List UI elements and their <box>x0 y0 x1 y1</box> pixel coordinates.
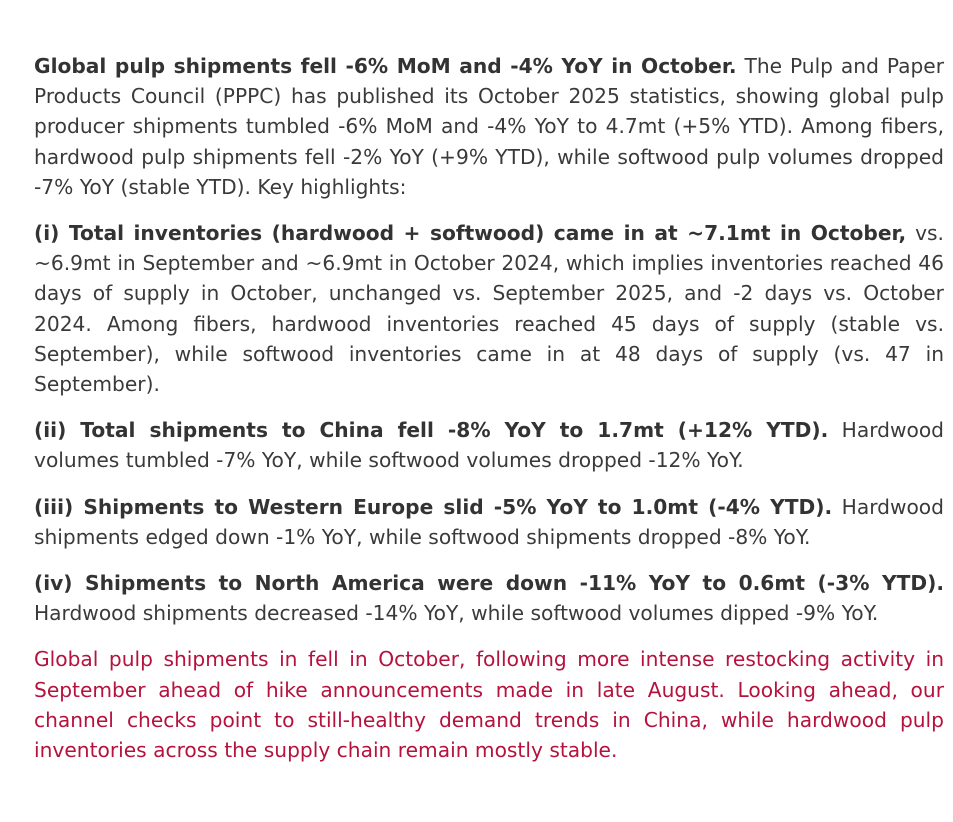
paragraph-inventories <box>34 218 944 399</box>
paragraph-western-europe <box>34 492 944 552</box>
paragraph-north-america <box>34 568 944 628</box>
conclusion-paragraph: Global pulp shipments in fell in October, following more intense restocking activity in September ahead of hike announcements made in late August. Looking ahead, our channel checks point to still-healthy demand trends in China, while hardwood pulp inventories across the supply chain remain mostly stable. <box>34 647 944 763</box>
paragraph-intro-lead: Global pulp shipments fell -6% MoM and -4% YoY in October. <box>34 54 737 78</box>
paragraph-western-europe-lead: (iii) Shipments to Western Europe slid -5% YoY to 1.0mt (-4% YTD). <box>34 494 833 519</box>
paragraph-north-america-text: Hardwood shipments decreased -14% YoY, while softwood volumes dipped -9% YoY. <box>34 601 879 626</box>
paragraph-china-lead: (ii) Total shipments to China fell -8% YoY to 1.7mt (+12% YTD). <box>34 418 829 443</box>
paragraph-western-europe-text: Hardwood shipments edged down -1% YoY, while softwood shipments dropped -8% YoY. <box>34 494 944 549</box>
document-body <box>34 51 944 781</box>
paragraph-inventories-text: vs. ~6.9mt in September and ~6.9mt in October 2024, which implies inventories reached 46 days of supply in October, unchanged vs. September 2025, and -2 days vs. October 2024. Among fibers, hardwood inventories reached 45 days of supply (stable vs. September), while softwood inventories came in at 48 days of supply (vs. 47 in September). <box>34 221 944 397</box>
paragraph-china-text: Hardwood volumes tumbled -7% YoY, while softwood volumes dropped -12% YoY. <box>34 418 944 473</box>
paragraph-inventories-lead: (i) Total inventories (hardwood + softwood) came in at ~7.1mt in October, <box>34 221 907 246</box>
paragraph-intro-text: The Pulp and Paper Products Council (PPPC) has published its October 2025 statistics, showing global pulp producer shipments tumbled -6% MoM and -4% YoY to 4.7mt (+5% YTD). Among fibers, hardwood pulp shipments fell -2% YoY (+9% YTD), while softwood pulp volumes dropped -7% YoY (stable YTD). Key highlights: <box>34 54 944 199</box>
paragraph-intro <box>34 51 944 202</box>
paragraph-china <box>34 415 944 475</box>
paragraph-north-america-lead: (iv) Shipments to North America were down -11% YoY to 0.6mt (-3% YTD). <box>34 571 944 596</box>
